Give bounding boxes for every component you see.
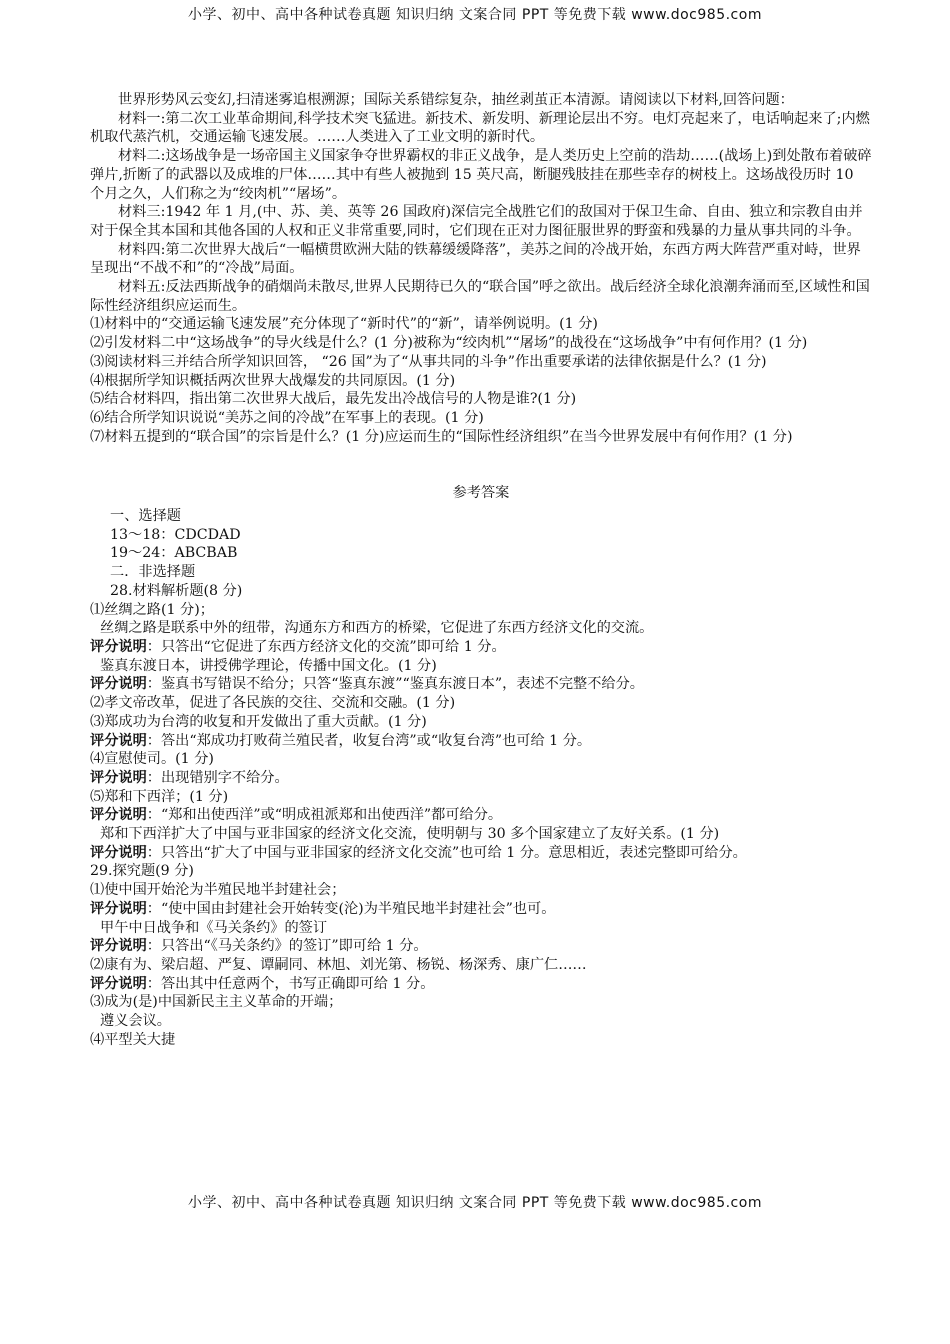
answer-28-1: ⑴丝绸之路(1 分)；: [90, 601, 214, 618]
score-note-text: ：鉴真书写错误不给分；只答“鉴真东渡”“鉴真东渡日本”，表述不完整不给分。: [146, 676, 644, 693]
question-4: ⑷根据所学知识概括两次世界大战爆发的共同原因。(1 分): [90, 372, 456, 389]
answer-28-5: ⑸郑和下西洋；(1 分): [90, 788, 229, 805]
intro-paragraph: 世界形势风云变幻,扫清迷雾追根溯源；国际关系错综复杂，抽丝剥茧正本清源。请阅读以下材料,回答问题：: [118, 92, 794, 108]
answer-28-5b: 郑和下西洋扩大了中国与亚非国家的经济文化交流，使明朝与 30 多个国家建立了友好关系。(1 分): [100, 826, 720, 843]
question-2: ⑵引发材料二中“这场战争”的导火线是什么？(1 分)被称为“绞肉机”“屠场”的战役在“这场战争”中有何作用？(1 分): [90, 335, 808, 352]
answers-section-1: 一、选择题: [110, 508, 181, 525]
answer-28-heading: 28.材料解析题(8 分): [110, 582, 243, 599]
score-note-text: ：出现错别字不给分。: [146, 769, 289, 786]
answer-28-2: ⑵孝文帝改革，促进了各民族的交往、交流和交融。(1 分): [90, 695, 456, 712]
answer-28-1c: 鉴真东渡日本，讲授佛学理论，传播中国文化。(1 分): [100, 657, 437, 674]
score-note: [90, 638, 872, 657]
score-note-text: ：答出其中任意两个，书写正确即可给 1 分。: [146, 975, 435, 992]
score-note: [90, 769, 872, 788]
score-note-text: ：“使中国由封建社会开始转变(沦)为半殖民地半封建社会”也可。: [146, 900, 556, 917]
material-2: 材料二:这场战争是一场帝国主义国家争夺世界霸权的非正义战争，是人类历史上空前的浩劫……(战场上)到处散布着破碎弹片,折断了的武器以及成堆的尸体……其中有些人被抛到 15 英尺高，断腿残肢挂在那些幸存的树枝上。这场战役历时 10 个月之久，人们称之为“绞肉机”“屠场”。: [90, 148, 872, 202]
score-note-text: ：只答出“扩大了中国与亚非国家的经济文化交流”也可给 1 分。意思相近，表述完整即可给分。: [146, 844, 747, 861]
answers-title: 参考答案: [452, 485, 510, 502]
material-3: 材料三:1942 年 1 月,(中、苏、美、英等 26 国政府)深信完全战胜它们的敌国对于保卫生命、自由、独立和宗教自由并对于保全其本国和其他各国的人权和正义非常重要,同时，它们现在正对力图征服世界的野蛮和残暴的力量从事共同的斗争。: [90, 204, 863, 239]
score-note-text: ：“郑和出使西洋”或“明成祖派郑和出使西洋”都可给分。: [146, 807, 503, 824]
answers-choice-2: 19～24：ABCBAB: [110, 545, 238, 562]
question-5: ⑸结合材料四，指出第二次世界大战后，最先发出冷战信号的人物是谁?(1 分): [90, 391, 577, 408]
score-note: [90, 900, 872, 919]
score-label: 评分说明: [90, 676, 147, 693]
answer-28-4: ⑷宣慰使司。(1 分): [90, 751, 214, 768]
score-note: [90, 675, 872, 694]
answers-section-2: 二．非选择题: [110, 564, 196, 581]
material-5: 材料五:反法西斯战争的硝烟尚未散尽,世界人民期待已久的“联合国”呼之欲出。战后经济全球化浪潮奔涌而至,区域性和国际性经济组织应运而生。: [90, 279, 870, 314]
score-label: 评分说明: [90, 807, 147, 824]
score-note-text: ：只答出“它促进了东西方经济文化的交流”即可给 1 分。: [146, 638, 506, 655]
score-label: 评分说明: [90, 975, 147, 992]
question-7: ⑺材料五提到的“联合国”的宗旨是什么？(1 分)应运而生的“国际性经济组织”在当今世界发展中有何作用？(1 分): [90, 428, 793, 445]
score-note-text: ：只答出“《马关条约》的签订”即可给 1 分。: [146, 938, 428, 955]
question-3: ⑶阅读材料三并结合所学知识回答， “26 国”为了“从事共同的斗争”作出重要承诺的法律依据是什么？(1 分): [90, 353, 767, 370]
answer-29-2: ⑵康有为、梁启超、严复、谭嗣同、林旭、刘光第、杨锐、杨深秀、康广仁……: [90, 956, 587, 973]
score-note: [90, 937, 872, 956]
score-label: 评分说明: [90, 732, 147, 749]
material-1: 材料一:第二次工业革命期间,科学技术突飞猛进。新技术、新发明、新理论层出不穷。电灯亮起来了，电话响起来了;内燃机取代蒸汽机，交通运输飞速发展。……人类进入了工业文明的新时代。: [90, 110, 870, 146]
score-note-text: ：答出“郑成功打败荷兰殖民者，收复台湾”或“收复台湾”也可给 1 分。: [146, 732, 592, 749]
answer-29-1: ⑴使中国开始沦为半殖民地半封建社会；: [90, 882, 346, 899]
score-note: [90, 975, 872, 994]
score-note: [90, 732, 872, 751]
answer-29-3b: 遵义会议。: [100, 1013, 171, 1030]
document-body: [90, 91, 872, 1049]
score-label: 评分说明: [90, 900, 147, 917]
material-4: 材料四:第二次世界大战后“一幅横贯欧洲大陆的铁幕缓缓降落”，美苏之间的冷战开始，东西方两大阵营严重对峙，世界呈现出“不战不和”的“冷战”局面。: [90, 241, 861, 277]
score-note: [90, 844, 872, 863]
page-header: 小学、初中、高中各种试卷真题 知识归纳 文案合同 PPT 等免费下载 www.doc985.com: [188, 7, 762, 23]
answer-28-1b: 丝绸之路是联系中外的纽带，沟通东方和西方的桥梁，它促进了东西方经济文化的交流。: [100, 620, 654, 637]
answers-choice-1: 13～18：CDCDAD: [110, 526, 241, 543]
answer-29-3: ⑶成为(是)中国新民主主义革命的开端；: [90, 994, 343, 1011]
question-6: ⑹结合所学知识说说“美苏之间的冷战”在军事上的表现。(1 分): [90, 409, 484, 426]
score-label: 评分说明: [90, 638, 147, 655]
answer-28-3: ⑶郑成功为台湾的收复和开发做出了重大贡献。(1 分): [90, 713, 427, 730]
page-footer: 小学、初中、高中各种试卷真题 知识归纳 文案合同 PPT 等免费下载 www.doc985.com: [188, 1195, 762, 1211]
question-1: ⑴材料中的“交通运输飞速发展”充分体现了“新时代”的“新”，请举例说明。(1 分): [90, 316, 598, 333]
answer-29-4: ⑷平型关大捷: [90, 1031, 176, 1048]
answer-29-heading: 29.探究题(9 分): [90, 863, 194, 880]
score-note: [90, 806, 872, 825]
score-label: 评分说明: [90, 769, 147, 786]
score-label: 评分说明: [90, 844, 147, 861]
answer-29-1b: 甲午中日战争和《马关条约》的签订: [100, 919, 328, 936]
score-label: 评分说明: [90, 938, 147, 955]
